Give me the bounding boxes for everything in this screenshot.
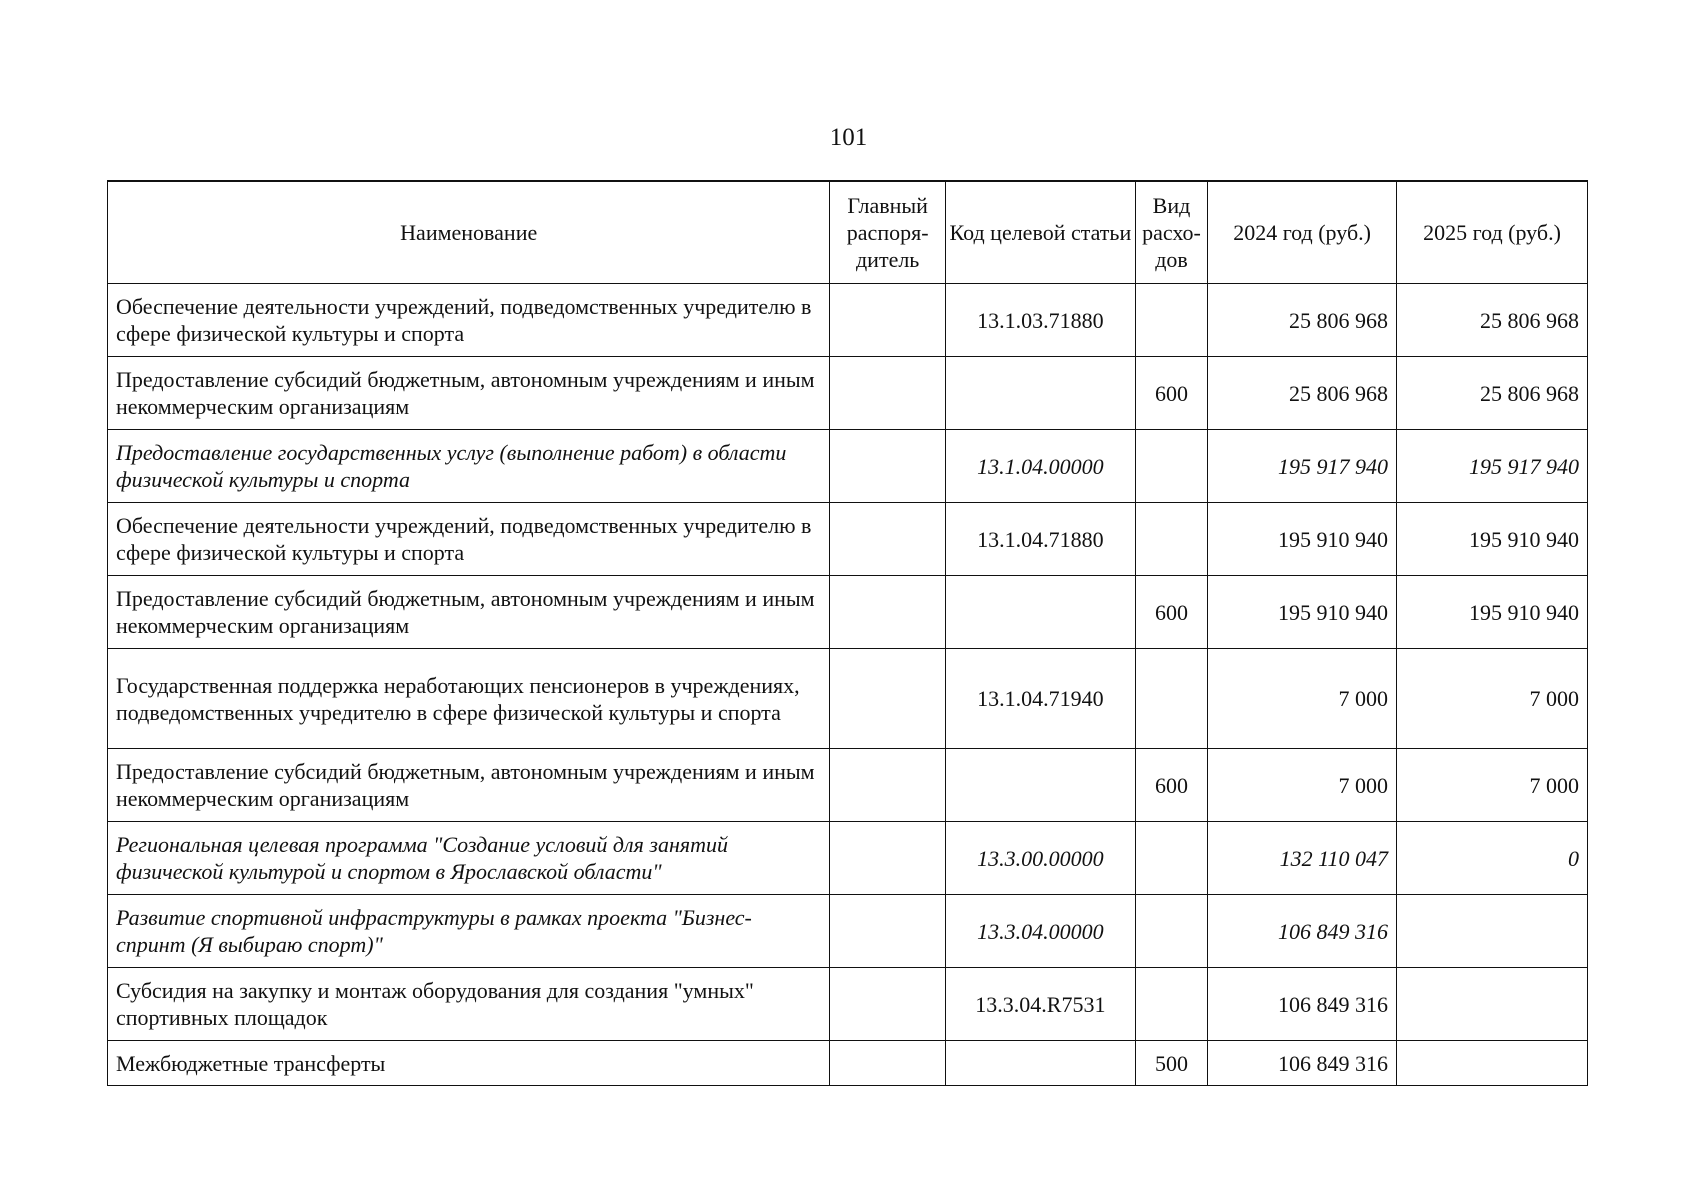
header-row xyxy=(108,181,1588,284)
cell-code xyxy=(945,576,1135,649)
cell-2024: 195 917 940 xyxy=(1208,430,1397,503)
cell-name: Государственная поддержка неработающих пенсионеров в учреждениях, подведомственных учредителю в сфере физической культуры и спорта xyxy=(108,649,830,749)
cell-2025: 0 xyxy=(1397,822,1588,895)
header-type: Вид расхо-дов xyxy=(1135,181,1207,284)
table-row xyxy=(108,357,1588,430)
cell-admin xyxy=(830,895,946,968)
cell-2024: 25 806 968 xyxy=(1208,357,1397,430)
cell-type xyxy=(1135,503,1207,576)
cell-type xyxy=(1135,822,1207,895)
cell-2024: 7 000 xyxy=(1208,749,1397,822)
header-name: Наименование xyxy=(108,181,830,284)
table-row xyxy=(108,503,1588,576)
cell-2025 xyxy=(1397,895,1588,968)
cell-2025 xyxy=(1397,1041,1588,1086)
cell-name: Предоставление субсидий бюджетным, автономным учреждениям и иным некоммерческим организациям xyxy=(108,576,830,649)
table-row xyxy=(108,576,1588,649)
cell-admin xyxy=(830,968,946,1041)
cell-code xyxy=(945,357,1135,430)
table-row xyxy=(108,749,1588,822)
cell-2025: 25 806 968 xyxy=(1397,357,1588,430)
cell-name: Предоставление субсидий бюджетным, автономным учреждениям и иным некоммерческим организациям xyxy=(108,749,830,822)
cell-2024: 106 849 316 xyxy=(1208,968,1397,1041)
cell-code: 13.3.04.00000 xyxy=(945,895,1135,968)
cell-code: 13.1.04.00000 xyxy=(945,430,1135,503)
cell-name: Субсидия на закупку и монтаж оборудования для создания "умных" спортивных площадок xyxy=(108,968,830,1041)
table-row xyxy=(108,968,1588,1041)
cell-2024: 25 806 968 xyxy=(1208,284,1397,357)
cell-name: Обеспечение деятельности учреждений, подведомственных учредителю в сфере физической культуры и спорта xyxy=(108,284,830,357)
cell-type xyxy=(1135,430,1207,503)
header-code: Код целевой статьи xyxy=(945,181,1135,284)
cell-admin xyxy=(830,503,946,576)
cell-type xyxy=(1135,284,1207,357)
cell-code xyxy=(945,1041,1135,1086)
table-row xyxy=(108,430,1588,503)
table-row xyxy=(108,822,1588,895)
cell-2024: 106 849 316 xyxy=(1208,1041,1397,1086)
cell-admin xyxy=(830,822,946,895)
cell-2025 xyxy=(1397,968,1588,1041)
cell-type xyxy=(1135,649,1207,749)
budget-table xyxy=(107,180,1588,1086)
cell-admin xyxy=(830,649,946,749)
cell-type xyxy=(1135,895,1207,968)
cell-2024: 195 910 940 xyxy=(1208,503,1397,576)
cell-name: Развитие спортивной инфраструктуры в рамках проекта "Бизнес-спринт (Я выбираю спорт)" xyxy=(108,895,830,968)
cell-2025: 195 917 940 xyxy=(1397,430,1588,503)
cell-2024: 7 000 xyxy=(1208,649,1397,749)
cell-name: Предоставление государственных услуг (выполнение работ) в области физической культуры и спорта xyxy=(108,430,830,503)
cell-code: 13.3.00.00000 xyxy=(945,822,1135,895)
cell-2024: 132 110 047 xyxy=(1208,822,1397,895)
cell-2024: 195 910 940 xyxy=(1208,576,1397,649)
table-row xyxy=(108,284,1588,357)
cell-name: Межбюджетные трансферты xyxy=(108,1041,830,1086)
table-row xyxy=(108,649,1588,749)
cell-name: Обеспечение деятельности учреждений, подведомственных учредителю в сфере физической культуры и спорта xyxy=(108,503,830,576)
cell-name: Предоставление субсидий бюджетным, автономным учреждениям и иным некоммерческим организациям xyxy=(108,357,830,430)
cell-type: 600 xyxy=(1135,357,1207,430)
header-2025: 2025 год (руб.) xyxy=(1397,181,1588,284)
cell-code: 13.1.04.71880 xyxy=(945,503,1135,576)
cell-type xyxy=(1135,968,1207,1041)
table-row xyxy=(108,1041,1588,1086)
cell-code: 13.1.04.71940 xyxy=(945,649,1135,749)
cell-name: Региональная целевая программа "Создание условий для занятий физической культурой и спортом в Ярославской области" xyxy=(108,822,830,895)
cell-admin xyxy=(830,430,946,503)
cell-2025: 195 910 940 xyxy=(1397,503,1588,576)
cell-code: 13.3.04.R7531 xyxy=(945,968,1135,1041)
table-row xyxy=(108,895,1588,968)
cell-2024: 106 849 316 xyxy=(1208,895,1397,968)
header-admin: Главный распоря-дитель xyxy=(830,181,946,284)
cell-admin xyxy=(830,284,946,357)
cell-code: 13.1.03.71880 xyxy=(945,284,1135,357)
cell-type: 600 xyxy=(1135,576,1207,649)
cell-2025: 7 000 xyxy=(1397,649,1588,749)
cell-admin xyxy=(830,749,946,822)
cell-type: 600 xyxy=(1135,749,1207,822)
page-number: 101 xyxy=(829,124,868,151)
cell-admin xyxy=(830,576,946,649)
cell-2025: 7 000 xyxy=(1397,749,1588,822)
cell-code xyxy=(945,749,1135,822)
cell-2025: 195 910 940 xyxy=(1397,576,1588,649)
header-2024: 2024 год (руб.) xyxy=(1208,181,1397,284)
cell-2025: 25 806 968 xyxy=(1397,284,1588,357)
cell-type: 500 xyxy=(1135,1041,1207,1086)
cell-admin xyxy=(830,357,946,430)
cell-admin xyxy=(830,1041,946,1086)
